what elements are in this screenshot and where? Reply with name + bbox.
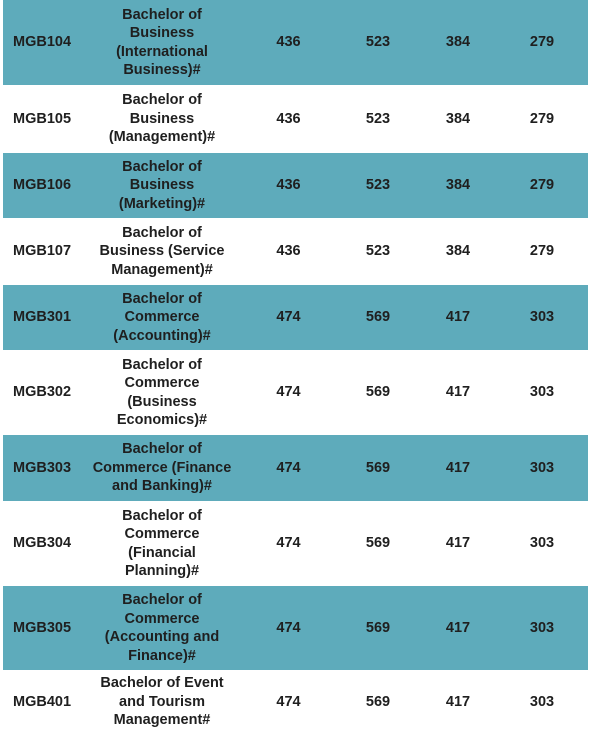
value-cell-3: 384: [445, 34, 471, 51]
course-name-line: Bachelor of: [122, 592, 202, 608]
value-cell-2: 569: [365, 535, 391, 552]
course-name-line: Bachelor of: [122, 507, 202, 524]
value-cell-1: 474: [276, 384, 301, 401]
course-name-line: (Financial: [128, 544, 196, 561]
course-name: [83, 440, 241, 496]
table-row: [3, 671, 588, 734]
value-cell-3: 384: [445, 110, 471, 127]
course-code: MGB401: [13, 693, 72, 710]
value-cell-3: 384: [445, 243, 471, 260]
value-cell-1: 436: [276, 34, 301, 51]
course-name-line: Bachelor of: [122, 92, 202, 109]
course-name: [83, 356, 241, 430]
value-cell-2: 569: [365, 309, 391, 326]
value-cell-4: 303: [529, 459, 555, 476]
course-name-line: (Management)#: [108, 129, 216, 146]
course-name: [83, 91, 241, 147]
course-name-line: Business: [129, 25, 195, 41]
value-cell-1: 474: [276, 459, 301, 476]
course-name-line: Business)#: [123, 62, 201, 78]
value-cell-2: 523: [365, 110, 391, 127]
course-code: MGB106: [13, 177, 72, 194]
course-name: [83, 591, 241, 665]
value-cell-4: 303: [529, 619, 555, 636]
value-cell-2: 569: [365, 384, 391, 401]
value-cell-4: 279: [529, 177, 555, 194]
course-name-line: Bachelor of: [122, 158, 202, 175]
value-cell-4: 303: [529, 309, 555, 326]
course-name-line: Commerce: [124, 375, 200, 391]
value-cell-2: 569: [365, 619, 391, 636]
course-code: MGB305: [13, 619, 72, 636]
value-cell-4: 303: [529, 535, 555, 552]
course-name-line: Bachelor of: [122, 356, 202, 373]
value-cell-3: 417: [445, 459, 471, 476]
course-code: MGB105: [13, 110, 72, 127]
value-cell-4: 303: [529, 384, 555, 401]
course-name-line: Commerce: [124, 309, 200, 326]
value-cell-3: 417: [445, 619, 471, 636]
value-cell-2: 523: [365, 243, 391, 260]
value-cell-2: 523: [365, 34, 391, 51]
value-cell-1: 436: [276, 243, 301, 260]
course-name-line: (Marketing)#: [118, 195, 206, 212]
course-name-line: Bachelor of: [122, 6, 202, 23]
course-code: MGB302: [13, 384, 72, 401]
table-row: [3, 351, 588, 435]
value-cell-1: 474: [276, 535, 301, 552]
course-name: [83, 290, 241, 346]
table-row: [3, 435, 588, 502]
course-name-line: Bachelor of: [122, 441, 202, 458]
value-cell-3: 417: [445, 384, 471, 401]
course-name-line: Business: [129, 110, 195, 127]
course-name: [83, 158, 241, 214]
course-code: MGB303: [13, 459, 72, 476]
value-cell-3: 417: [445, 535, 471, 552]
course-name-line: Commerce: [124, 526, 200, 542]
course-name-line: (Business: [127, 393, 197, 410]
course-name: [83, 6, 241, 80]
value-cell-1: 474: [276, 693, 301, 710]
table-row: [3, 502, 588, 586]
course-name-line: Bachelor of: [122, 224, 202, 241]
course-name-line: and Banking)#: [112, 478, 212, 495]
course-name-line: and Tourism: [119, 693, 205, 710]
value-cell-1: 474: [276, 309, 301, 326]
value-cell-2: 569: [365, 459, 391, 476]
course-name-line: Business (Service: [99, 243, 225, 260]
value-cell-4: 279: [529, 34, 555, 51]
value-cell-1: 436: [276, 177, 301, 194]
value-cell-1: 474: [276, 619, 301, 636]
course-name-line: Bachelor of Event: [100, 675, 224, 692]
table-row: [3, 285, 588, 351]
course-name-line: (Accounting and: [104, 629, 220, 645]
value-cell-2: 569: [365, 693, 391, 710]
course-name-line: (Accounting)#: [113, 327, 211, 344]
course-name-line: Finance)#: [128, 647, 196, 664]
course-name-line: Bachelor of: [122, 290, 202, 307]
course-name-line: Commerce (Finance: [92, 459, 232, 476]
course-name: [83, 674, 241, 730]
value-cell-4: 279: [529, 243, 555, 260]
table-row: [3, 153, 588, 219]
table-row: [3, 0, 588, 86]
fee-table: [3, 0, 588, 734]
course-name: [83, 507, 241, 581]
course-code: MGB107: [13, 243, 72, 260]
course-name-line: Economics)#: [116, 412, 208, 428]
course-name-line: Planning)#: [124, 563, 200, 579]
value-cell-4: 303: [529, 693, 555, 710]
value-cell-3: 384: [445, 177, 471, 194]
course-name-line: Management)#: [111, 261, 213, 278]
course-name-line: Business: [129, 177, 195, 194]
value-cell-1: 436: [276, 110, 301, 127]
table-row: [3, 586, 588, 671]
course-name-line: Management#: [113, 712, 211, 729]
value-cell-2: 523: [365, 177, 391, 194]
course-code: MGB301: [13, 309, 72, 326]
course-code: MGB304: [13, 535, 72, 552]
course-name-line: Commerce: [124, 610, 200, 627]
value-cell-3: 417: [445, 309, 471, 326]
table-row: [3, 86, 588, 153]
value-cell-4: 279: [529, 110, 555, 127]
table-row: [3, 219, 588, 285]
course-name: [83, 224, 241, 280]
value-cell-3: 417: [445, 693, 471, 710]
course-code: MGB104: [13, 34, 72, 51]
course-name-line: (International: [116, 43, 208, 60]
